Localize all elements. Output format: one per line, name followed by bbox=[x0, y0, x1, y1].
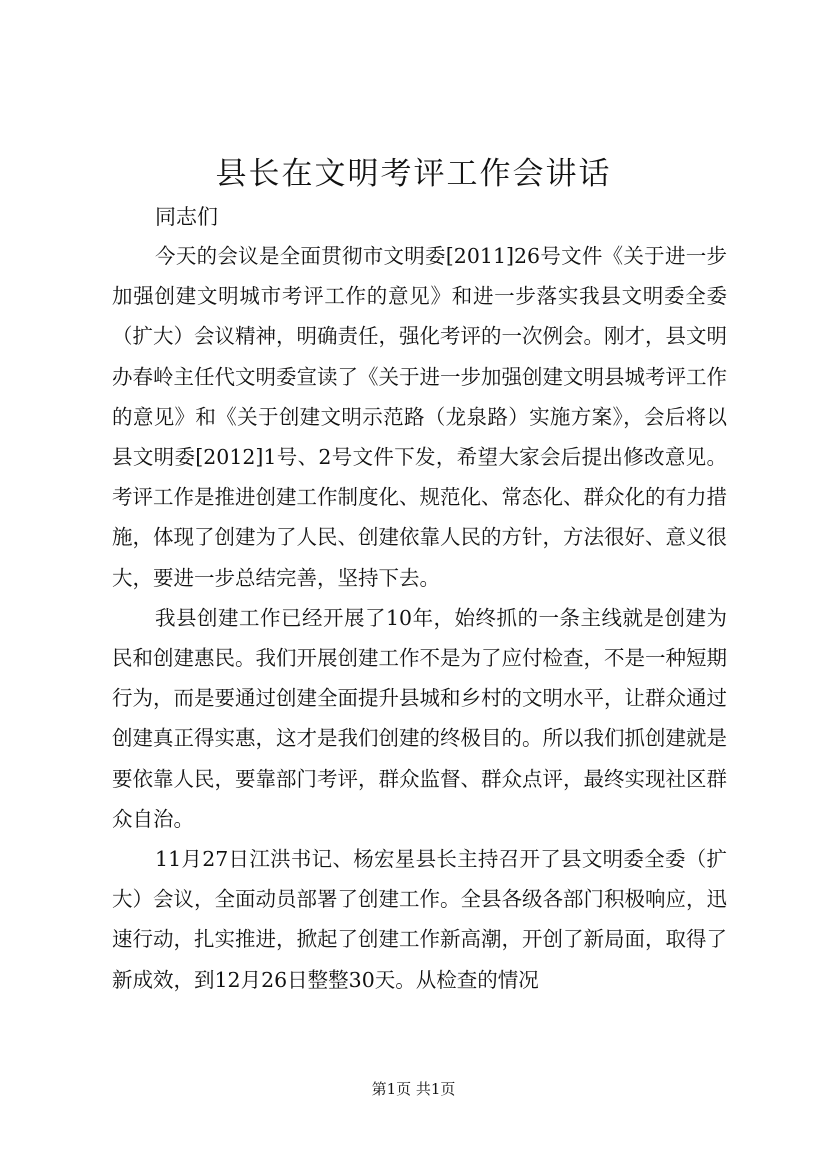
salutation: 同志们 bbox=[155, 205, 218, 229]
paragraph-2: 我县创建工作已经开展了10年，始终抓的一条主线就是创建为民和创建惠民。我们开展创建工作不是为了应付检查，不是一种短期行为，而是要通过创建全面提升县城和乡村的文明水平，让群众通过创建真正得实惠，这才是我们创建的终极目的。所以我们抓创建就是要依靠人民，要靠部门考评，群众监督、群众点评，最终实现社区群众自治。 bbox=[112, 605, 727, 831]
document-title: 县长在文明考评工作会讲话 bbox=[215, 156, 612, 192]
document-body bbox=[112, 236, 727, 1000]
paragraph-1: 今天的会议是全面贯彻市文明委[2011]26号文件《关于进一步加强创建文明城市考评工作的意见》和进一步落实我县文明委全委（扩大）会议精神，明确责任，强化考评的一次例会。刚才，县文明办春岭主任代文明委宣读了《关于进一步加强创建文明县城考评工作的意见》和《关于创建文明示范路（龙泉路）实施方案》，会后将以县文明委[2012]1号、2号文件下发，希望大家会后提出修改意见。考评工作是推进创建工作制度化、规范化、常态化、群众化的有力措施，体现了创建为了人民、创建依靠人民的方针，方法很好、意义很大，要进一步总结完善，坚持下去。 bbox=[112, 244, 727, 590]
page-number-footer: 第1页 共1页 bbox=[371, 1080, 456, 1098]
paragraph-3: 11月27日江洪书记、杨宏星县长主持召开了县文明委全委（扩大）会议，全面动员部署了创建工作。全县各级各部门积极响应，迅速行动，扎实推进，掀起了创建工作新高潮，开创了新局面，取得了新成效，到12月26日整整30天。从检查的情况 bbox=[112, 847, 727, 992]
